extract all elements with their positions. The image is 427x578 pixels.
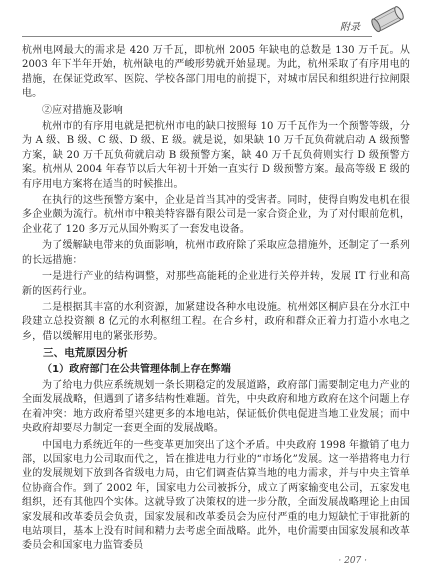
paragraph: 二是根据其丰富的水利资源，加紧建设各种水电设施。杭州郊区桐庐县在分水江中段建立总投资额 8 亿元的水利枢纽工程。在合乡村，政府和群众正着力打造小水电之乡，借以缓解用电的紧张形势。 xyxy=(22,301,410,342)
list-heading: ②应对措施及影响 xyxy=(42,104,123,116)
paragraph: 为了给电力供应系统规划一条长期稳定的发展道路，政府部门需要制定电力产业的全面发展战略，但遇到了诸多结构性难题。首先，中央政府和地方政府在这个问题上存在着冲突：地方政府希望兴建更多的本地电站，保证低价供电促进当地工业发展；而中央政府却要尽力制定一套更全面的发展战略。 xyxy=(22,379,410,435)
header-divider xyxy=(22,36,372,37)
header-label: 附录 xyxy=(340,22,360,33)
paragraph: 杭州市的有序用电就是把杭州市电的缺口按照每 10 万千瓦作为一个预警等级，分为 A 级、B 级、C 级、D 级、E 级。就是说，如果缺 10 万千瓦负荷就启动 A 级预警方案，缺 20 万千瓦负荷就启动 B 级预警方案，缺 40 万千瓦负荷则实行 D 级预警方案。杭州从 2004 年春节以后大年初十开始一直实行 D 级预警方案。最高等级 E 级的有序用电方案将在适当的时候推出。 xyxy=(22,121,410,190)
page-body xyxy=(22,44,410,556)
subsection-title: （1）政府部门在公共管理体制上存在弊端 xyxy=(42,363,231,375)
paragraph: 杭州电网最大的需求是 420 万千瓦，即杭州 2005 年缺电的总数是 130 万千瓦。从 2003 年下半年开始，杭州缺电的严峻形势就开始显现。为此，杭州采取了有序用电的措施，在保证党政军、医院、学校各部门用电的前提下，对城市居民和组织进行拉闸限电。 xyxy=(22,45,410,100)
scroll-icon xyxy=(365,2,411,38)
page-number: · 207 · xyxy=(338,556,367,566)
paragraph: 中国电力系统近年的一些变革更加突出了这个矛盾。中央政府 1998 年撤销了电力部，以国家电力公司取而代之，旨在推进电力行业的“市场化”发展。这一举措将电力行业的发展规划下放到各省级电力局，由它们调查估算当地的电力需求，并与中央主管单位协商合作。到了 2002 年，国家电力公司被拆分，成立了两家输变电公司，五家发电组织，还有其他四个实体。这就导致了决策权的进一步分散，全面发展战略理论上由国家发展和改革委员会负责，国家发展和改革委员会为应付严重的电力短缺忙于审批新的电站项目，基本上没有时间和精力去考虑全面战略。此外，电价需要由国家发展和改革委员会和国家电力监管委员 xyxy=(22,439,410,552)
paragraph: 为了缓解缺电带来的负面影响，杭州市政府除了采取应急措施外，还制定了一系列的长远措施： xyxy=(22,240,410,266)
section-title: 三、电荒原因分析 xyxy=(43,347,128,360)
paragraph: 在执行的这些预警方案中，企业是首当其冲的受害者。同时，使得自购发电机在很多企业颇为流行。杭州市中粮美特容器有限公司是一家合资企业，为了对付眼前危机，企业花了 120 多万元从国外购买了一套发电设备。 xyxy=(22,195,410,235)
paragraph: 一是进行产业的结构调整，对那些高能耗的企业进行关停并转，发展 IT 行业和高新的医药行业。 xyxy=(22,271,410,297)
